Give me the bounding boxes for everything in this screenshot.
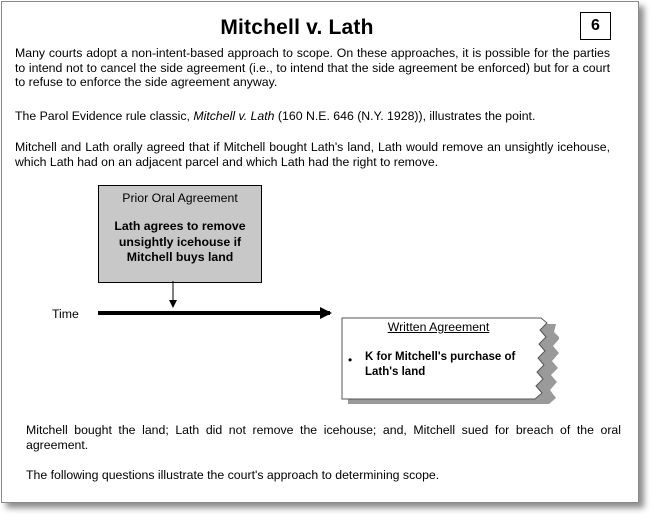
time-label: Time: [52, 307, 79, 321]
slide-title: Mitchell v. Lath: [220, 16, 374, 39]
case-cite-after: (160 N.E. 646 (N.Y. 1928)), illustrates the point.: [274, 109, 536, 123]
page-number: 6: [580, 12, 611, 40]
paragraph-outcome: Mitchell bought the land; Lath did not remove the icehouse; and, Mitchell sued for breach of the oral agreement.: [26, 423, 621, 452]
case-cite-before: The Parol Evidence rule classic,: [15, 109, 194, 123]
written-agreement-heading: Written Agreement: [387, 320, 490, 334]
prior-agreement-heading: Prior Oral Agreement: [122, 191, 238, 205]
paragraph-intro-text: Many courts adopt a non-intent-based approach to scope. On these approaches, it is possible for the parties to intend not to cancel the side agreement (i.e., to intend that the side agreement be enforced) but for a court to refuse to enforce the side agreement anyway.: [15, 46, 610, 89]
written-agreement-item: K for Mitchell's purchase of Lath's land: [365, 351, 516, 378]
case-name: Mitchell v. Lath: [193, 109, 275, 123]
paragraph-questions: The following questions illustrate the court's approach to determining scope.: [26, 468, 440, 482]
paragraph-facts: Mitchell and Lath orally agreed that if Mitchell bought Lath's land, Lath would remove an unsightly icehouse, which Lath had on an adjacent parcel and which Lath had the right to remove.: [15, 140, 610, 169]
prior-agreement-body: Lath agrees to remove unsightly icehouse if Mitchell buys land: [114, 219, 246, 264]
bullet-icon: •: [348, 353, 353, 367]
